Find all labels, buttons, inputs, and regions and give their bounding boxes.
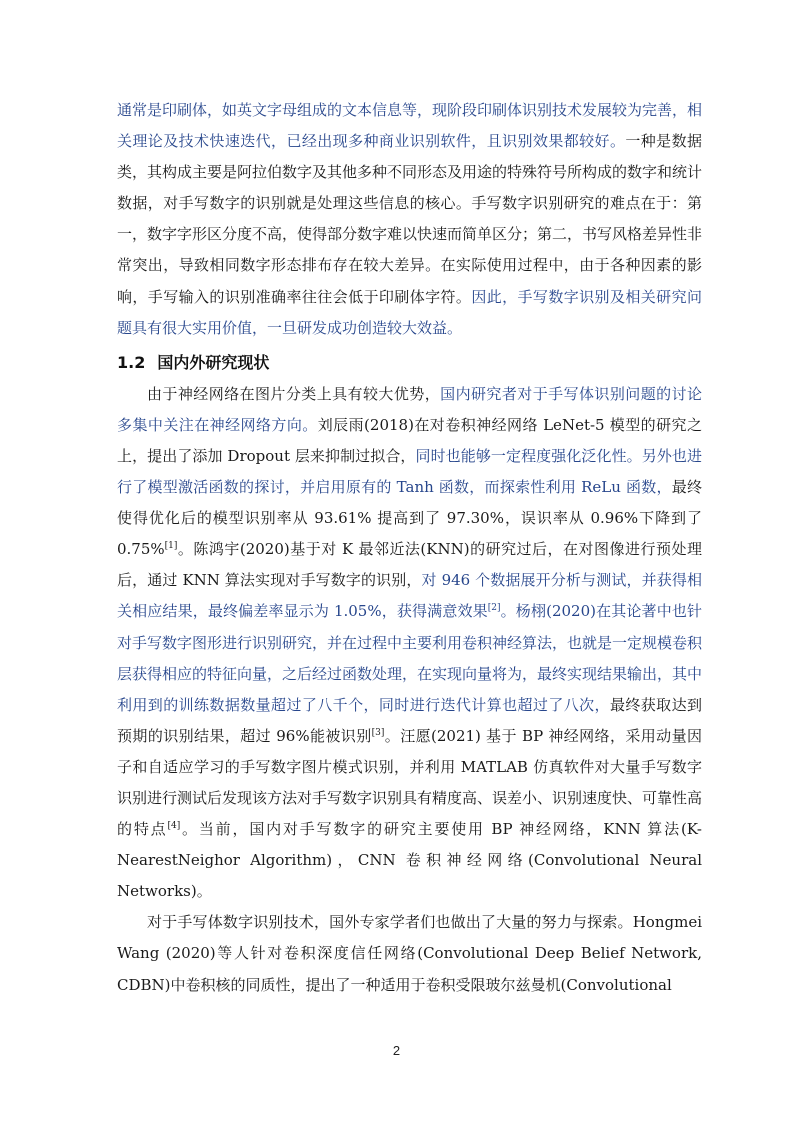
- text-run: 由于神经网络在图片分类上具有较大优势，: [147, 384, 441, 403]
- text-run: 对于手写体数字识别技术，国外专家学者们也做出了大量的努力与探索。Hongmei Wang (2020)等人针对卷积深度信任网络(Convolutional Deep Belief Network, CDBN)中卷积核的同质性，提出了一种适用于卷积受限玻尔兹曼机(Convolutional: [117, 913, 702, 994]
- text-run: 。当前，国内对手写数字的研究主要使用 BP 神经网络，KNN 算法(K-NearestNeighor Algorithm)，CNN 卷积神经网络(Convolutional Neural Networks)。: [117, 820, 702, 901]
- text-run: 对 946 个数据展开分析与测试，并获得相关相应结果，最终偏差率显示为 1.05%，获得满意效果: [117, 571, 702, 621]
- text-run: 刘辰雨(2018)在对卷积神经网络 LeNet-5 模型的研究之上，提出了添加 Dropout 层来抑制过拟合，: [117, 415, 702, 465]
- text-run: 国内研究者对于手写体识别问题的讨论多集中关注在神经网络方向。: [117, 384, 702, 434]
- text-run: 一种是数据类，其构成主要是阿拉伯数字及其他多种不同形态及用途的特殊符号所构成的数字和统计数据，对手写数字的识别就是处理这些信息的核心。手写数字识别研究的难点在于：第一，数字字形区分度不高，使得部分数字难以快速而简单区分；第二，书写风格差异性非常突出，导致相同数字形态排布存在较大差异。在实际使用过程中，由于各种因素的影响，手写输入的识别准确率往往会低于印刷体字符。: [117, 132, 703, 306]
- citation-ref: [1]: [164, 541, 178, 552]
- paragraph-intro: [117, 95, 702, 344]
- text-run: 最终使得优化后的模型识别率从 93.61% 提高到了 97.30%，误识率从 0.96%下降到了 0.75%: [117, 478, 702, 559]
- text-run: 。汪愿(2021) 基于 BP 神经网络，采用动量因子和自适应学习的手写数字图片模式识别，并利用 MATLAB 仿真软件对大量手写数字识别进行测试后发现该方法对手写数字识别具有精度高、误差小、识别速度快、可靠性高的特点: [117, 726, 703, 839]
- section-title: 国内外研究现状: [157, 352, 270, 372]
- text-run: 最终获取达到预期的识别结果，超过 96%能被识别: [117, 695, 702, 745]
- text-run: 因此，手写数字识别及相关研究问题具有很大实用价值，一旦研发成功创造较大效益。: [117, 287, 702, 337]
- section-number: 1.2: [117, 352, 146, 372]
- citation-ref: [4]: [167, 821, 181, 832]
- paragraph-domestic-research: [117, 379, 702, 908]
- paragraph-foreign-research: [117, 907, 702, 1000]
- text-run: 同时也能够一定程度强化泛化性。另外也进行了模型激活函数的探讨，并启用原有的 Tanh 函数，而探索性利用 ReLu 函数，: [117, 446, 702, 497]
- text-run: 通常是印刷体，如英文字母组成的文本信息等，现阶段印刷体识别技术发展较为完善，相关理论及技术快速迭代，已经出现多种商业识别软件，且识别效果都较好。: [117, 101, 703, 151]
- citation-ref: [3]: [371, 727, 385, 738]
- section-heading: [117, 347, 702, 379]
- citation-ref: [2]: [487, 603, 501, 614]
- document-page: [117, 95, 702, 1001]
- page-number: 2: [392, 1043, 401, 1058]
- text-run: 。陈鸿宇(2020)基于对 K 最邻近法(KNN)的研究过后，在对图像进行预处理后，通过 KNN 算法实现对手写数字的识别，: [117, 540, 702, 590]
- text-run: 。杨栩(2020)在其论著中也针对手写数字图形进行识别研究，并在过程中主要利用卷积神经算法，也就是一定规模卷积层获得相应的特征向量，之后经过函数处理，在实现向量将为，最终实现结果输出，其中利用到的训练数据数量超过了八千个，同时进行迭代计算也超过了八次，: [117, 602, 703, 714]
